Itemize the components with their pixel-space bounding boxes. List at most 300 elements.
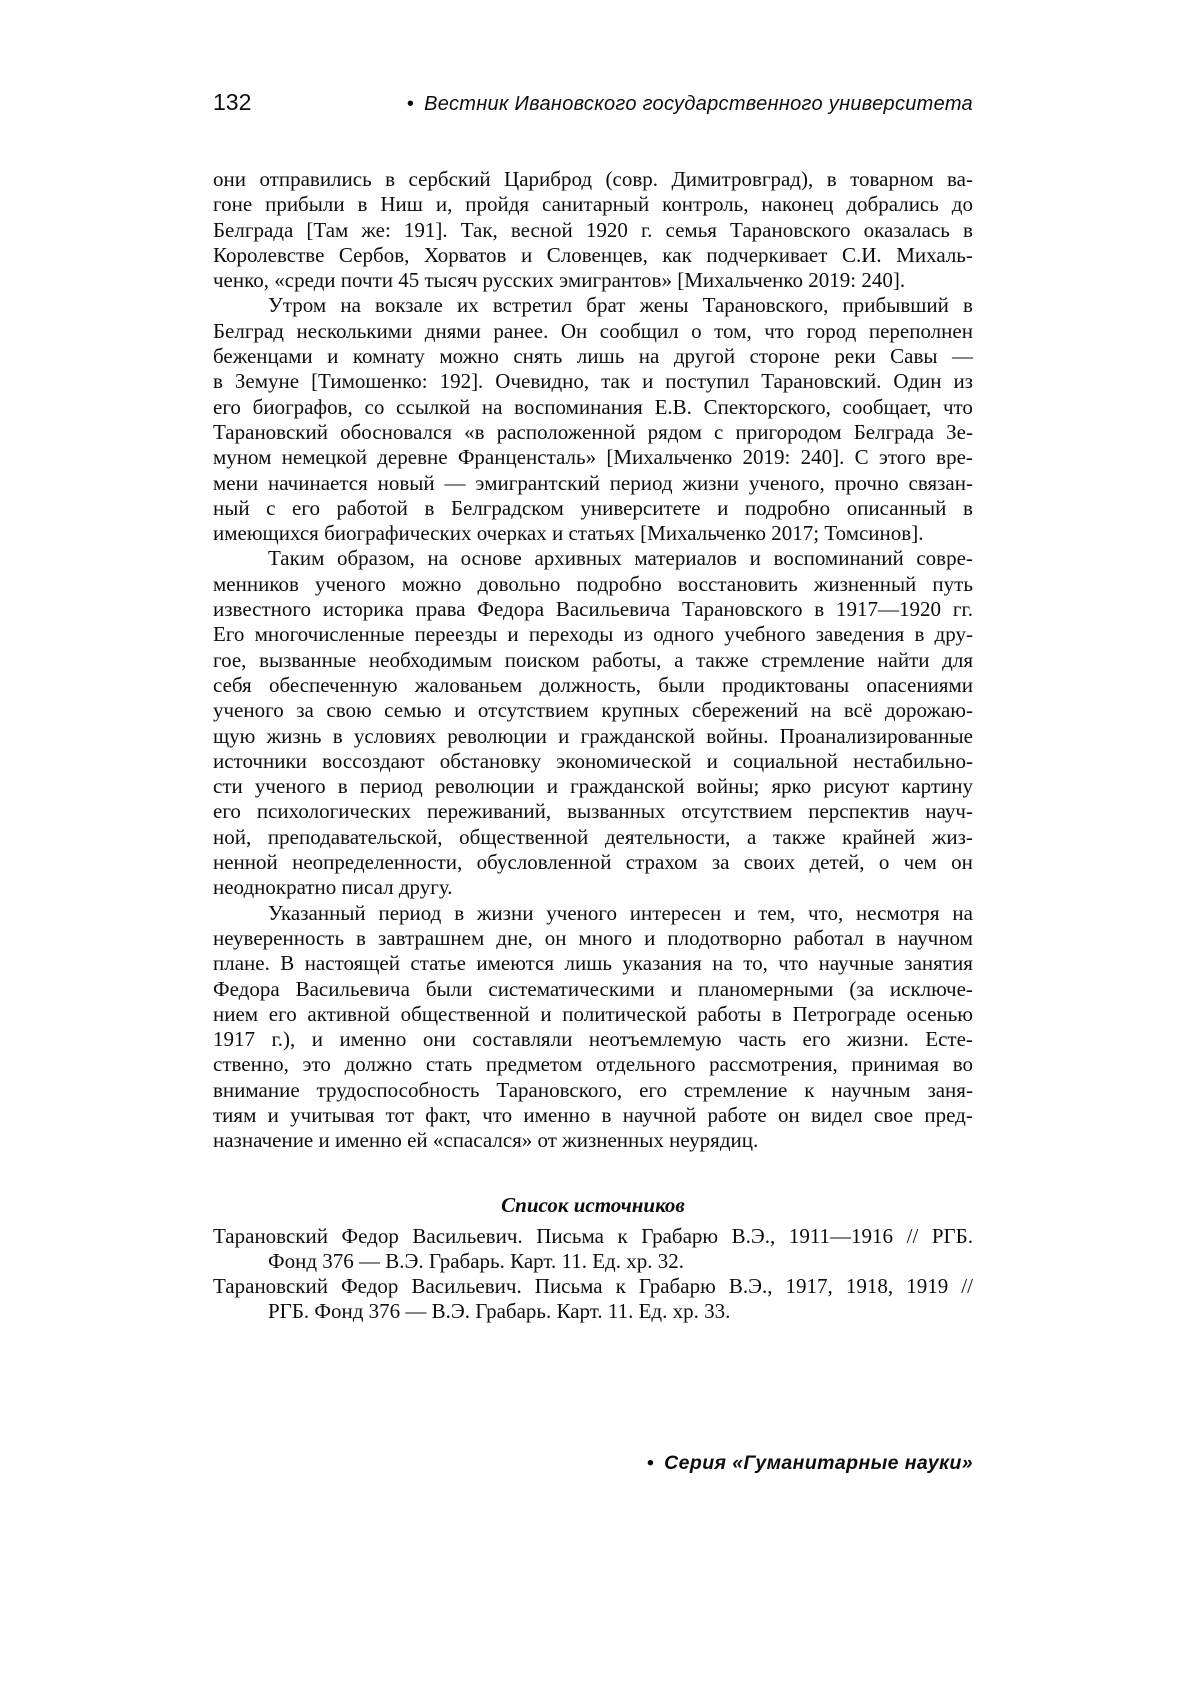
word: права bbox=[415, 597, 466, 622]
word: поиском bbox=[504, 647, 580, 672]
word: были bbox=[425, 976, 473, 1001]
word: ученого bbox=[254, 774, 326, 799]
word: Письма bbox=[536, 1223, 604, 1248]
word: обеспеченную bbox=[268, 672, 398, 697]
word: оказалась bbox=[863, 217, 950, 242]
word: научной bbox=[622, 1102, 697, 1127]
page-footer bbox=[647, 1452, 973, 1475]
word: город bbox=[806, 318, 857, 343]
word: и bbox=[454, 698, 466, 723]
word: деятельности, bbox=[604, 824, 731, 849]
text-line bbox=[213, 698, 973, 723]
word: Земуне bbox=[234, 369, 300, 394]
word: планомерными bbox=[697, 976, 834, 1001]
word: ссылкой bbox=[396, 394, 471, 419]
word: переполнен bbox=[868, 318, 973, 343]
word: новый bbox=[377, 470, 435, 495]
word: опасениями bbox=[866, 672, 973, 697]
word: описанный bbox=[846, 495, 947, 520]
word: именно bbox=[339, 1027, 407, 1052]
word: Тарановского bbox=[681, 597, 803, 622]
text-line bbox=[213, 445, 973, 470]
word: поступил bbox=[665, 369, 750, 394]
text-line bbox=[213, 926, 973, 951]
word: 1911—1916 bbox=[788, 1223, 894, 1248]
word: ный bbox=[213, 495, 250, 520]
word: воспоминания bbox=[514, 394, 643, 419]
text-line bbox=[213, 218, 973, 243]
word: и bbox=[558, 723, 570, 748]
word: Письма bbox=[534, 1274, 603, 1299]
word: сообщает, bbox=[842, 394, 932, 419]
word: условиях bbox=[353, 723, 436, 748]
word: и bbox=[670, 976, 683, 1001]
word: Тарановский bbox=[213, 1274, 328, 1299]
word: для bbox=[942, 647, 973, 672]
word: Савы bbox=[890, 344, 938, 369]
word: он bbox=[951, 850, 973, 875]
word: рядом bbox=[647, 419, 702, 444]
paragraph bbox=[213, 167, 973, 293]
word: и, bbox=[435, 192, 453, 217]
word: известного bbox=[213, 597, 311, 622]
word: с bbox=[266, 495, 276, 520]
word: экономической bbox=[556, 748, 692, 773]
running-title bbox=[407, 92, 973, 116]
word: перспектив bbox=[808, 799, 910, 824]
word: а bbox=[746, 824, 757, 849]
word: заведения bbox=[815, 622, 905, 647]
text-line bbox=[213, 395, 973, 420]
word: [Там bbox=[306, 217, 349, 242]
word: переходы bbox=[528, 622, 614, 647]
word: в bbox=[332, 723, 343, 748]
word: 1918, bbox=[845, 1274, 894, 1299]
word: тот bbox=[385, 1102, 414, 1127]
text-line bbox=[213, 1274, 973, 1299]
word: работе bbox=[707, 1102, 767, 1127]
word: Спекторского, bbox=[703, 394, 831, 419]
word: — bbox=[444, 470, 466, 495]
word: в bbox=[814, 597, 825, 622]
text-line bbox=[213, 243, 973, 268]
text-line bbox=[213, 192, 973, 217]
text-line: ченко, «среди почти 45 тысяч русских эмигрантов» [Михальченко 2019: 240]. bbox=[213, 268, 906, 293]
paragraph bbox=[213, 546, 973, 900]
word: видел bbox=[811, 1102, 863, 1127]
word: научным bbox=[831, 1077, 911, 1102]
text-line: неоднократно писал другу. bbox=[213, 875, 453, 900]
word: рассмотрения, bbox=[709, 1052, 838, 1077]
paragraph bbox=[213, 901, 973, 1154]
word: до bbox=[951, 192, 973, 217]
word: работы bbox=[697, 1001, 762, 1026]
word: 192]. bbox=[439, 369, 484, 394]
word: что bbox=[764, 318, 795, 343]
word: прибывший bbox=[842, 293, 949, 318]
word: Тарановский bbox=[213, 419, 328, 444]
word: предметом bbox=[485, 1052, 583, 1077]
word: гое, bbox=[213, 647, 247, 672]
page-number: 132 bbox=[213, 89, 252, 115]
word: мени bbox=[213, 470, 259, 495]
word: Есте- bbox=[925, 1027, 973, 1052]
word: общественной bbox=[459, 824, 589, 849]
word: этого bbox=[878, 445, 926, 470]
word: в bbox=[213, 369, 223, 394]
word: сообщил bbox=[599, 318, 679, 343]
word: также bbox=[772, 824, 826, 849]
word: он bbox=[778, 1102, 800, 1127]
word: часть bbox=[738, 1027, 787, 1052]
word: // bbox=[961, 1274, 973, 1299]
text-line bbox=[213, 369, 973, 394]
word: научном bbox=[897, 925, 973, 950]
word: Цариброд bbox=[504, 167, 593, 191]
word: стремление bbox=[761, 647, 865, 672]
word: источники bbox=[213, 748, 307, 773]
word: тем, bbox=[758, 900, 796, 925]
word: семью bbox=[384, 698, 442, 723]
text-line bbox=[213, 1103, 973, 1128]
text-line bbox=[213, 825, 973, 850]
text-line bbox=[213, 293, 973, 318]
word: психологических bbox=[256, 799, 412, 824]
word: картину bbox=[901, 774, 973, 799]
text-line bbox=[213, 319, 973, 344]
word: что bbox=[942, 394, 973, 419]
word: историка bbox=[322, 597, 404, 622]
word: Е.В. bbox=[654, 394, 692, 419]
word: к bbox=[804, 1077, 815, 1102]
word: Королевстве bbox=[213, 242, 325, 267]
word: из bbox=[623, 622, 643, 647]
word: то, bbox=[743, 951, 768, 976]
word: в bbox=[337, 774, 348, 799]
word: немецкой bbox=[281, 445, 367, 470]
word: ва- bbox=[947, 167, 973, 191]
word: Белграда bbox=[853, 419, 935, 444]
word: жизнь bbox=[266, 723, 322, 748]
word: переживаний, bbox=[427, 799, 552, 824]
word: в bbox=[962, 495, 973, 520]
word: работал bbox=[793, 925, 864, 950]
text-line bbox=[213, 774, 973, 799]
word: что bbox=[778, 951, 809, 976]
word: Утром bbox=[268, 293, 327, 318]
word: Франценсталь» bbox=[457, 445, 597, 470]
word: лишь bbox=[576, 344, 625, 369]
word: рисуют bbox=[823, 774, 890, 799]
word: обстановку bbox=[439, 748, 542, 773]
text-line bbox=[213, 648, 973, 673]
word: на bbox=[712, 951, 733, 976]
word: к bbox=[617, 1223, 628, 1248]
word: менников bbox=[213, 571, 299, 596]
word: прочно bbox=[834, 470, 899, 495]
word: в bbox=[357, 192, 368, 217]
word: страхом bbox=[625, 850, 698, 875]
word: детей, bbox=[809, 850, 865, 875]
word: В bbox=[280, 951, 295, 976]
word: стороне bbox=[749, 344, 820, 369]
word: принимая bbox=[851, 1052, 940, 1077]
word: нием bbox=[213, 1001, 259, 1026]
word: подробно bbox=[744, 495, 831, 520]
paragraph bbox=[213, 293, 973, 546]
word: вызванные bbox=[259, 647, 357, 672]
word: Димитровград), bbox=[671, 167, 814, 191]
text-line bbox=[213, 420, 973, 445]
text-line: имеющихся биографических очерках и статьях [Михальченко 2017; Томсинов]. bbox=[213, 521, 924, 546]
word: осенью bbox=[906, 1001, 973, 1026]
word: стремление bbox=[683, 1077, 788, 1102]
word: имеются bbox=[476, 951, 555, 976]
word: Тарановского, bbox=[702, 293, 829, 318]
word: совре- bbox=[916, 546, 973, 571]
word: наконец bbox=[761, 192, 834, 217]
word: [Михальченко bbox=[606, 445, 733, 470]
text-line: Фонд 376 — В.Э. Грабарь. Карт. 11. Ед. хр. 32. bbox=[268, 1248, 684, 1273]
word: его bbox=[292, 495, 320, 520]
word: в bbox=[424, 495, 435, 520]
sources-list bbox=[213, 1224, 973, 1325]
word: сти bbox=[213, 774, 243, 799]
word: дорожаю- bbox=[884, 698, 973, 723]
word: «в bbox=[464, 419, 485, 444]
word: как bbox=[662, 242, 692, 267]
word: из bbox=[953, 369, 973, 394]
text-line bbox=[213, 724, 973, 749]
body-text bbox=[213, 167, 973, 1154]
word: 1917—1920 bbox=[836, 597, 942, 622]
word: революции bbox=[447, 723, 547, 748]
word: в bbox=[914, 622, 925, 647]
word: себя bbox=[213, 672, 252, 697]
word: его bbox=[268, 1001, 297, 1026]
word: Федора bbox=[213, 976, 280, 1001]
word: с bbox=[714, 419, 724, 444]
word: сербский bbox=[408, 167, 491, 191]
word: Так, bbox=[460, 217, 498, 242]
word: щую bbox=[213, 723, 256, 748]
word: Ниш bbox=[380, 192, 423, 217]
word: В.Э., bbox=[728, 1274, 773, 1299]
word: другой bbox=[673, 344, 736, 369]
word: деревне bbox=[377, 445, 448, 470]
word: за bbox=[296, 698, 314, 723]
word: путь bbox=[932, 571, 973, 596]
word: отсутствием bbox=[477, 698, 589, 723]
word: пригородом bbox=[735, 419, 842, 444]
word: Таким bbox=[268, 546, 325, 571]
word: Васильевича bbox=[555, 597, 671, 622]
word: в bbox=[454, 900, 465, 925]
bullet-icon: • bbox=[406, 93, 415, 115]
word: жены bbox=[639, 293, 689, 318]
word: необходимым bbox=[368, 647, 493, 672]
word: его bbox=[213, 394, 241, 419]
word: Очевидно, bbox=[495, 369, 590, 394]
word: г. bbox=[640, 217, 653, 242]
text-line bbox=[213, 167, 973, 192]
word: встретил bbox=[492, 293, 573, 318]
word: (за bbox=[849, 976, 874, 1001]
word: стать bbox=[425, 1052, 473, 1077]
word: плодотворно bbox=[667, 925, 782, 950]
word: социальной bbox=[733, 748, 838, 773]
word: Он bbox=[560, 318, 588, 343]
word: их bbox=[457, 293, 479, 318]
word: заня- bbox=[927, 1077, 973, 1102]
text-line: РГБ. Фонд 376 — В.Э. Грабарь. Карт. 11. Ед. хр. 33. bbox=[268, 1299, 731, 1324]
word: РГБ. bbox=[931, 1223, 973, 1248]
word: В.Э., bbox=[731, 1223, 776, 1248]
word: жизненный bbox=[813, 571, 917, 596]
word: Тарановского bbox=[730, 217, 851, 242]
word: также bbox=[696, 647, 749, 672]
word: Его bbox=[213, 622, 245, 647]
word: Федор bbox=[341, 1223, 399, 1248]
word: прибыли bbox=[265, 192, 345, 217]
text-line bbox=[213, 344, 973, 369]
word: Васильевич. bbox=[412, 1223, 523, 1248]
text-line bbox=[213, 1002, 973, 1027]
word: Проанализированные bbox=[779, 723, 973, 748]
word: работы, bbox=[592, 647, 662, 672]
word: войны; bbox=[696, 774, 760, 799]
word: санитарный bbox=[542, 192, 650, 217]
word: Белградском bbox=[450, 495, 564, 520]
word: должность, bbox=[539, 672, 641, 697]
text-line bbox=[213, 673, 973, 698]
word: ранее. bbox=[493, 318, 549, 343]
word: они bbox=[213, 167, 246, 191]
word: Указанный bbox=[268, 900, 366, 925]
word: за bbox=[711, 850, 730, 875]
text-line bbox=[213, 1078, 973, 1103]
word: основе bbox=[460, 546, 522, 571]
word: трудоспособность bbox=[316, 1077, 480, 1102]
word: Сербов, bbox=[338, 242, 410, 267]
word: исключе- bbox=[889, 976, 973, 1001]
word: неопределенности, bbox=[292, 850, 463, 875]
word: научные bbox=[818, 951, 894, 976]
word: и bbox=[642, 369, 654, 394]
word: внимание bbox=[213, 1077, 300, 1102]
word: (совр. bbox=[605, 167, 658, 191]
series-title: Серия «Гуманитарные науки» bbox=[664, 1452, 973, 1474]
word: и bbox=[507, 622, 519, 647]
text-line bbox=[213, 1027, 973, 1052]
word: в bbox=[385, 167, 396, 191]
word: о bbox=[878, 850, 890, 875]
word: ученого bbox=[546, 900, 617, 925]
word: одного bbox=[653, 622, 715, 647]
word: Тарановский. bbox=[761, 369, 882, 394]
word: С.И. bbox=[841, 242, 882, 267]
word: так bbox=[601, 369, 631, 394]
word: революции bbox=[434, 774, 535, 799]
word: что, bbox=[808, 900, 844, 925]
word: на bbox=[427, 546, 448, 571]
word: жалованьем bbox=[414, 672, 523, 697]
word: Михаль- bbox=[896, 242, 973, 267]
text-line bbox=[213, 977, 973, 1002]
word: период bbox=[359, 774, 423, 799]
word: и bbox=[327, 344, 339, 369]
word: он bbox=[544, 925, 567, 950]
word: должно bbox=[344, 1052, 413, 1077]
word: на bbox=[952, 900, 973, 925]
word: несколькими bbox=[296, 318, 413, 343]
word: воссоздают bbox=[322, 748, 425, 773]
word: брат bbox=[586, 293, 626, 318]
word: и bbox=[749, 546, 761, 571]
word: много bbox=[578, 925, 633, 950]
word: общественной bbox=[400, 1001, 530, 1026]
word: расположенной bbox=[496, 419, 636, 444]
word: плане. bbox=[213, 951, 270, 976]
word: его bbox=[213, 799, 241, 824]
word: // bbox=[906, 1223, 919, 1248]
sources-heading: Список источников bbox=[501, 1192, 685, 1217]
word: составляли bbox=[472, 1027, 573, 1052]
word: это bbox=[302, 1052, 331, 1077]
word: Белграда bbox=[213, 217, 294, 242]
word: Один bbox=[893, 369, 942, 394]
word: политической bbox=[562, 1001, 687, 1026]
word: отдельного bbox=[595, 1052, 696, 1077]
source-entry bbox=[213, 1224, 973, 1275]
word: чем bbox=[903, 850, 937, 875]
word: Белград bbox=[213, 318, 284, 343]
word: же: bbox=[361, 217, 391, 242]
word: и bbox=[734, 900, 746, 925]
word: 2019: bbox=[742, 445, 791, 470]
text-line bbox=[213, 471, 973, 496]
word: о bbox=[691, 318, 702, 343]
word: а bbox=[674, 647, 684, 672]
word: 1917, bbox=[785, 1274, 833, 1299]
word: Грабарю bbox=[641, 1223, 719, 1248]
word: — bbox=[952, 344, 973, 369]
word: ученого bbox=[213, 698, 284, 723]
word: и bbox=[717, 495, 729, 520]
word: начинается bbox=[267, 470, 368, 495]
text-line bbox=[213, 1224, 973, 1249]
word: на bbox=[638, 344, 660, 369]
word: статье bbox=[410, 951, 466, 976]
journal-title: Вестник Ивановского государственного университета bbox=[424, 93, 973, 115]
word: отправились bbox=[259, 167, 372, 191]
word: жизни bbox=[476, 900, 534, 925]
word: жиз- bbox=[931, 824, 973, 849]
word: муном bbox=[213, 445, 272, 470]
word: свое bbox=[873, 1102, 914, 1127]
word: гражданской bbox=[570, 774, 685, 799]
word: связан- bbox=[908, 470, 973, 495]
word: тиям bbox=[213, 1102, 257, 1127]
word: период bbox=[378, 900, 442, 925]
word: нестабильно- bbox=[853, 748, 973, 773]
word: период bbox=[609, 470, 673, 495]
word: весной bbox=[510, 217, 573, 242]
word: и bbox=[521, 242, 533, 267]
word: учитывая bbox=[290, 1102, 375, 1127]
word: крайней bbox=[842, 824, 916, 849]
word: Грабарю bbox=[638, 1274, 716, 1299]
